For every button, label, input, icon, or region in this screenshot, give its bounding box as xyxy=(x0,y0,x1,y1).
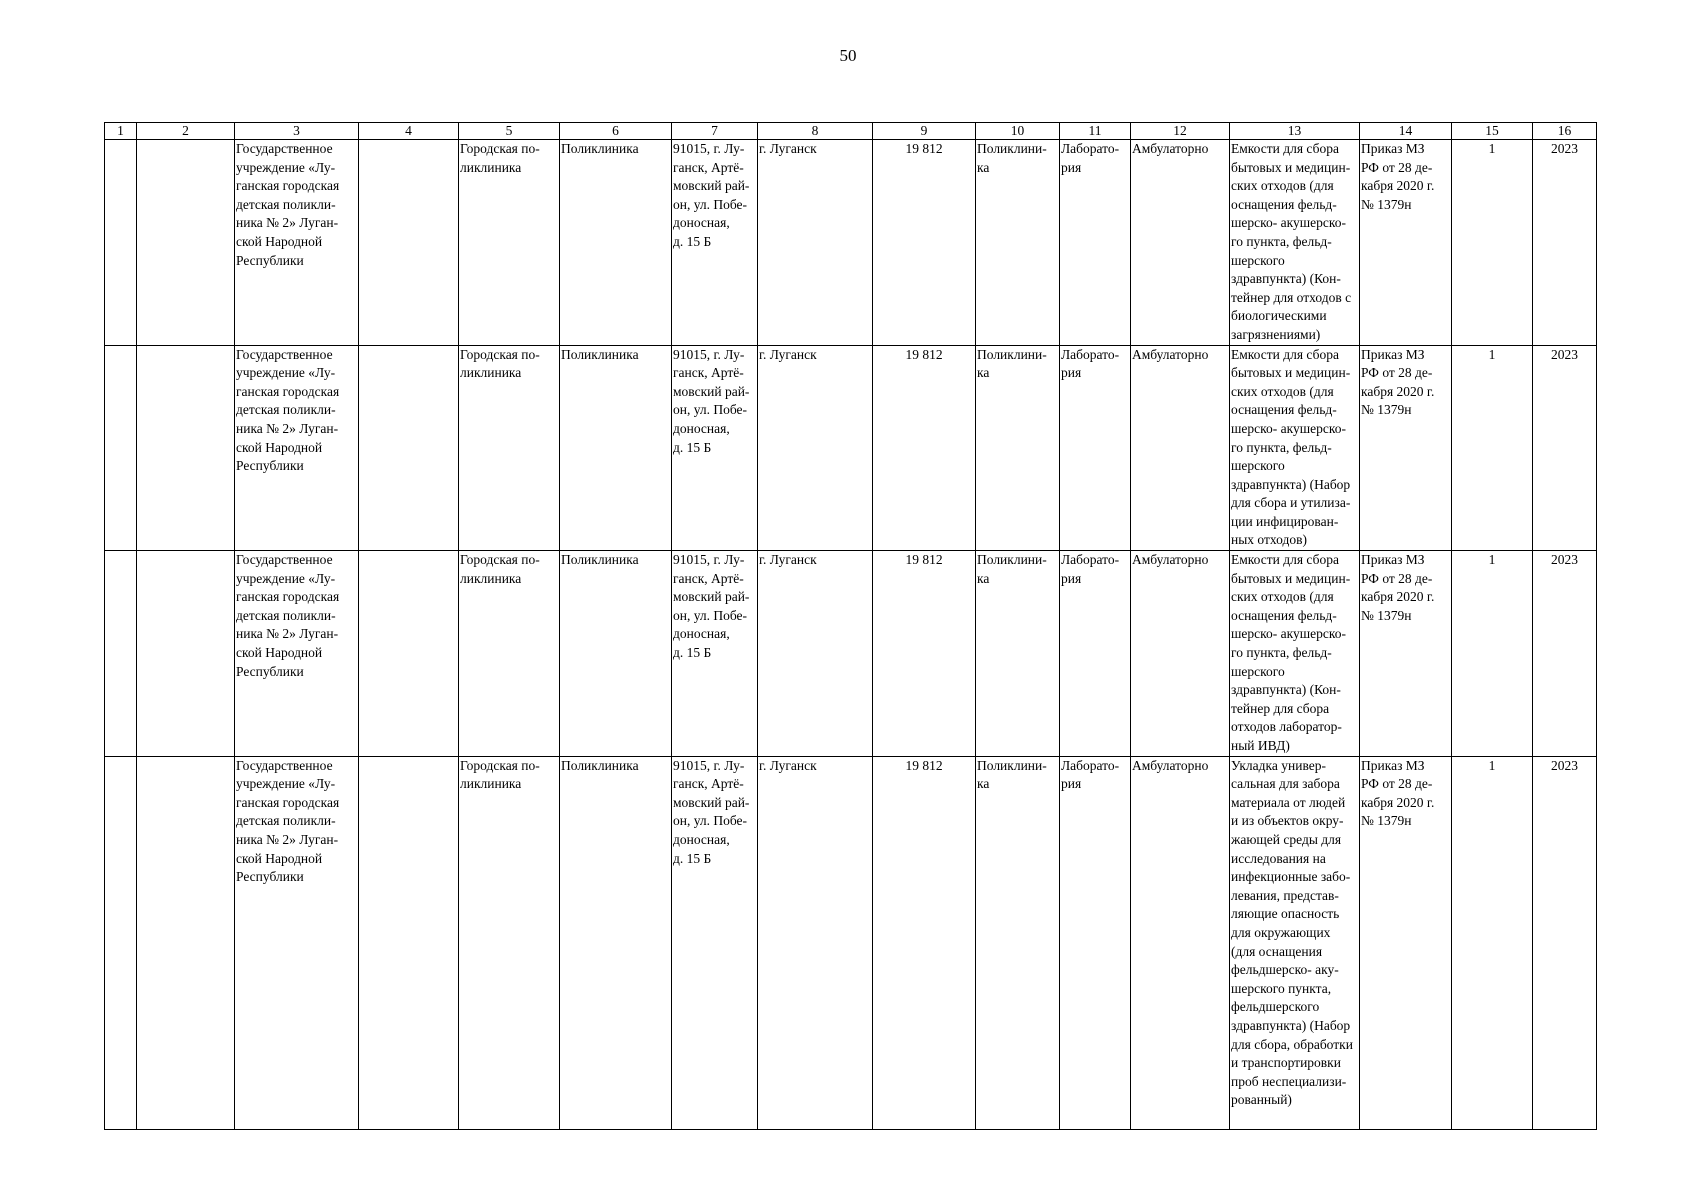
col-header-2: 2 xyxy=(137,123,235,140)
table-row xyxy=(105,551,1597,757)
cell-quantity: 1 xyxy=(1452,756,1533,1129)
cell-mode: Амбулаторно xyxy=(1131,756,1230,1129)
cell-equipment: Емкости для сбора бытовых и медицин- ских отходов (для оснащения фельд- шерско- акушерско- го пункта, фельд- шерского здравпункта) (Кон- тейнер для отходов с биологическими загрязнениями) xyxy=(1230,140,1360,346)
registry-table xyxy=(104,122,1597,1130)
cell-unit: Поликлини- ка xyxy=(976,551,1060,757)
cell-institution: Государственное учреждение «Лу- ганская городская детская поликли- ника № 2» Луган- ской Народной Республики xyxy=(235,140,359,346)
cell-institution: Государственное учреждение «Лу- ганская городская детская поликли- ника № 2» Луган- ской Народной Республики xyxy=(235,345,359,551)
cell-col-2 xyxy=(137,551,235,757)
col-header-15: 15 xyxy=(1452,123,1533,140)
col-header-11: 11 xyxy=(1060,123,1131,140)
cell-year: 2023 xyxy=(1533,345,1597,551)
header-row xyxy=(105,123,1597,140)
cell-year: 2023 xyxy=(1533,551,1597,757)
col-header-5: 5 xyxy=(459,123,560,140)
cell-year: 2023 xyxy=(1533,140,1597,346)
cell-col-2 xyxy=(137,140,235,346)
cell-col-2 xyxy=(137,756,235,1129)
cell-year: 2023 xyxy=(1533,756,1597,1129)
cell-subtype: Поликлиника xyxy=(560,756,672,1129)
cell-type: Городская по- ликлиника xyxy=(459,551,560,757)
col-header-4: 4 xyxy=(359,123,459,140)
cell-number: 19 812 xyxy=(873,140,976,346)
cell-institution: Государственное учреждение «Лу- ганская городская детская поликли- ника № 2» Луган- ской Народной Республики xyxy=(235,756,359,1129)
table-row xyxy=(105,756,1597,1129)
col-header-16: 16 xyxy=(1533,123,1597,140)
cell-city: г. Луганск xyxy=(758,551,873,757)
cell-type: Городская по- ликлиника xyxy=(459,345,560,551)
cell-address: 91015, г. Лу- ганск, Артё- мовский рай- он, ул. Побе- доносная, д. 15 Б xyxy=(672,345,758,551)
cell-department: Лаборато- рия xyxy=(1060,756,1131,1129)
cell-unit: Поликлини- ка xyxy=(976,345,1060,551)
col-header-14: 14 xyxy=(1360,123,1452,140)
cell-order: Приказ МЗ РФ от 28 де- кабря 2020 г. № 1379н xyxy=(1360,551,1452,757)
cell-equipment: Емкости для сбора бытовых и медицин- ских отходов (для оснащения фельд- шерско- акушерско- го пункта, фельд- шерского здравпункта) (Набор для сбора и утилиза- ции инфицирован- ных отходов) xyxy=(1230,345,1360,551)
col-header-6: 6 xyxy=(560,123,672,140)
cell-subtype: Поликлиника xyxy=(560,551,672,757)
cell-equipment: Емкости для сбора бытовых и медицин- ских отходов (для оснащения фельд- шерско- акушерско- го пункта, фельд- шерского здравпункта) (Кон- тейнер для сбора отходов лаборатор- ный ИВД) xyxy=(1230,551,1360,757)
cell-equipment: Укладка универ- сальная для забора материала от людей и из объектов окру- жающей среды для исследования на инфекционные забо- левания, представ- ляющие опасность для окружающих (для оснащения фельдшерско- аку- шерского пункта, фельдшерского здравпункта) (Набор для сбора, обработки и транспортировки проб неспециализи- рованный) xyxy=(1230,756,1360,1129)
cell-quantity: 1 xyxy=(1452,551,1533,757)
cell-col-1 xyxy=(105,756,137,1129)
cell-col-4 xyxy=(359,551,459,757)
cell-number: 19 812 xyxy=(873,756,976,1129)
table-row xyxy=(105,345,1597,551)
cell-number: 19 812 xyxy=(873,345,976,551)
cell-mode: Амбулаторно xyxy=(1131,140,1230,346)
cell-subtype: Поликлиника xyxy=(560,140,672,346)
cell-type: Городская по- ликлиника xyxy=(459,140,560,346)
cell-department: Лаборато- рия xyxy=(1060,551,1131,757)
cell-col-4 xyxy=(359,140,459,346)
cell-order: Приказ МЗ РФ от 28 де- кабря 2020 г. № 1379н xyxy=(1360,756,1452,1129)
cell-department: Лаборато- рия xyxy=(1060,140,1131,346)
col-header-13: 13 xyxy=(1230,123,1360,140)
cell-col-1 xyxy=(105,140,137,346)
col-header-10: 10 xyxy=(976,123,1060,140)
cell-col-1 xyxy=(105,345,137,551)
cell-city: г. Луганск xyxy=(758,140,873,346)
cell-col-4 xyxy=(359,345,459,551)
cell-col-1 xyxy=(105,551,137,757)
cell-department: Лаборато- рия xyxy=(1060,345,1131,551)
cell-col-2 xyxy=(137,345,235,551)
cell-city: г. Луганск xyxy=(758,756,873,1129)
cell-quantity: 1 xyxy=(1452,140,1533,346)
cell-address: 91015, г. Лу- ганск, Артё- мовский рай- он, ул. Побе- доносная, д. 15 Б xyxy=(672,140,758,346)
cell-number: 19 812 xyxy=(873,551,976,757)
col-header-8: 8 xyxy=(758,123,873,140)
cell-address: 91015, г. Лу- ганск, Артё- мовский рай- он, ул. Побе- доносная, д. 15 Б xyxy=(672,756,758,1129)
cell-order: Приказ МЗ РФ от 28 де- кабря 2020 г. № 1379н xyxy=(1360,140,1452,346)
col-header-12: 12 xyxy=(1131,123,1230,140)
col-header-7: 7 xyxy=(672,123,758,140)
cell-quantity: 1 xyxy=(1452,345,1533,551)
cell-order: Приказ МЗ РФ от 28 де- кабря 2020 г. № 1379н xyxy=(1360,345,1452,551)
cell-subtype: Поликлиника xyxy=(560,345,672,551)
col-header-3: 3 xyxy=(235,123,359,140)
cell-institution: Государственное учреждение «Лу- ганская городская детская поликли- ника № 2» Луган- ской Народной Республики xyxy=(235,551,359,757)
col-header-9: 9 xyxy=(873,123,976,140)
cell-unit: Поликлини- ка xyxy=(976,756,1060,1129)
cell-mode: Амбулаторно xyxy=(1131,345,1230,551)
cell-col-4 xyxy=(359,756,459,1129)
col-header-1: 1 xyxy=(105,123,137,140)
page-number: 50 xyxy=(839,46,857,65)
cell-address: 91015, г. Лу- ганск, Артё- мовский рай- он, ул. Побе- доносная, д. 15 Б xyxy=(672,551,758,757)
cell-unit: Поликлини- ка xyxy=(976,140,1060,346)
table-row xyxy=(105,140,1597,346)
cell-type: Городская по- ликлиника xyxy=(459,756,560,1129)
cell-mode: Амбулаторно xyxy=(1131,551,1230,757)
cell-city: г. Луганск xyxy=(758,345,873,551)
